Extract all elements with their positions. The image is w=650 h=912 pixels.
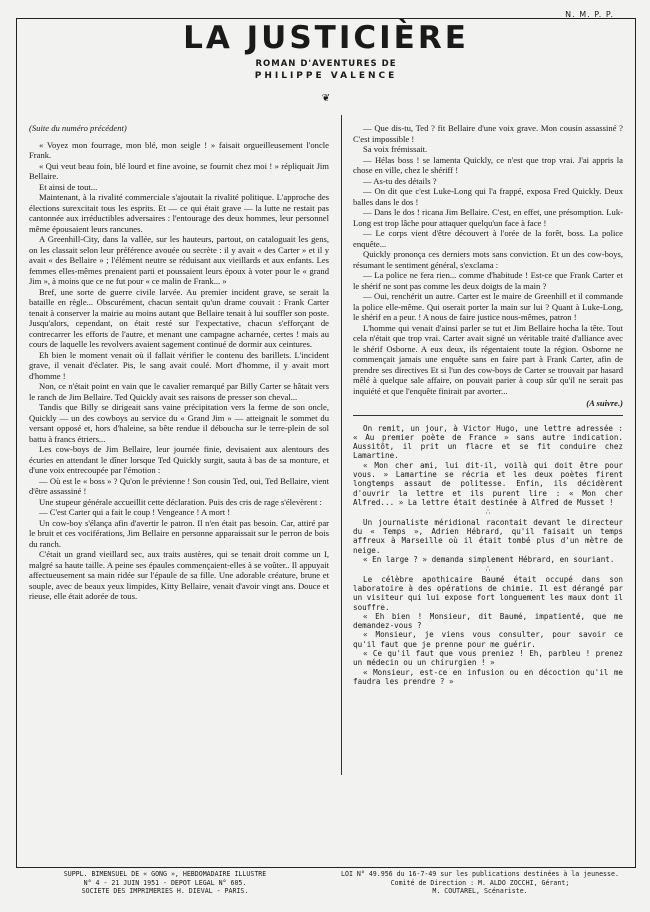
anecdote-paragraph: « En large ? » demanda simplement Hébrard, en souriant. xyxy=(363,554,615,564)
separator-icon: ∴ xyxy=(485,565,491,574)
ornament-icon: ❦ xyxy=(321,93,331,104)
paragraph: — Oui, renchérit un autre. Carter est le maire de Greenhill et il commande la police elle-même. Qui oserait porter la main sur lui ? Quant à Luke-Long, le shérif en a peur. ! A nous de faire justice nous-mêmes, patron ! xyxy=(353,291,623,322)
author: PHILIPPE VALENCE xyxy=(254,71,398,81)
paragraph: Tandis que Billy se dirigeait sans vaine précipitation vers la ferme de son oncle, Quickly — un des cowboys au service du « Grand Jim » — atteignait le sommet du versant opposé et, hors d'haleine, sa bête rendue il déboucha sur le terre-plein de sol battu à francs étriers... xyxy=(29,402,329,444)
footer-line: SOCIETE DES IMPRIMERIES H. DIEVAL - PARIS. xyxy=(81,887,249,896)
footer-line: N° 4 - 21 JUIN 1951 - DEPOT LEGAL N° 605. xyxy=(83,878,247,887)
paragraph: C'était un grand vieillard sec, aux traits austères, qui se tenait droit comme un I, malgré sa haute taille. A peine ses épaules commençaient-elles à se voûter.. Il appuyait affectueusement sa main ridée sur l'épaule de sa fille. Une adorable créature, brune et souple, avec de beaux yeux limpides, Kitty Bellaire, venait d'avoir vingt ans. Douce et rieuse, elle était adorée de tous. xyxy=(29,549,329,601)
paragraph: — As-tu des détails ? xyxy=(363,175,437,186)
subtitle: ROMAN D'AVENTURES DE xyxy=(255,59,397,69)
continued-note: (Suite du numéro précédent) xyxy=(29,123,127,133)
right-column xyxy=(353,123,623,686)
paragraph: Quickly prononça ces derniers mots sans conviction. Et un des cow-boys, résumant le sentiment général, s'exclama : xyxy=(353,249,623,270)
paragraph: — Dans le dos ! ricana Jim Bellaire. C'est, en effet, une présomption. Luk-Long est trop lâche pour attaquer quelqu'un face à face ! xyxy=(353,207,623,228)
footer-legal-info xyxy=(330,870,630,896)
paragraph: Les cow-boys de Jim Bellaire, leur journée finie, devisaient aux alentours des écuries en attendant le dîner lorsque Ted Quickly surgit, sauta à bas de sa monture, et d'une voix entrecoupée par l'émotion : xyxy=(29,444,329,475)
left-column xyxy=(29,123,329,602)
paragraph: — Que dis-tu, Ted ? fit Bellaire d'une voix grave. Mon cousin assassiné ? C'est impossible ! xyxy=(353,123,623,144)
footer-line: M. COUTAREL, Scénariste. xyxy=(432,887,528,896)
anecdote-paragraph: « Eh bien ! Monsieur, dit Baumé, impatienté, que me demandez-vous ? xyxy=(353,611,623,631)
anecdote-baume xyxy=(353,575,623,687)
paragraph: Non, ce n'était point en vain que le cavalier remarqué par Billy Carter se hâtait vers le ranch de Jim Bellaire. Ted Quickly avait ses raisons de presser son cheval... xyxy=(29,381,329,402)
paragraph: Une stupeur générale accueillit cette déclaration. Puis des cris de rage s'élevèrent : xyxy=(39,496,322,507)
separator-icon: ∴ xyxy=(485,508,491,517)
paragraph: « Voyez mon fourrage, mon blé, mon seigle ! » faisait orgueilleusement l'oncle Frank. xyxy=(29,139,329,160)
paragraph: Un cow-boy s'élança afin d'avertir le patron. Il n'en était pas besoin. Car, attiré par le bruit et ces vociférations, Jim Bellaire en personne apparaissait sur le perron de bois du ranch. xyxy=(29,517,329,549)
paragraph: — La police ne fera rien... comme d'habitude ! Est-ce que Frank Carter et le shérif ne sont pas comme les deux doigts de la main ? xyxy=(353,270,623,291)
to-be-continued: (A suivre.) xyxy=(586,398,623,408)
anecdote-paragraph: « Mon cher ami, lui dit-il, voilà qui doit être pour vous. » Lamartine se récria et les deux poètes firent longtemps assaut de politesse. Enfin, ils décidèrent d'ouvrir la lettre et ils purent lire : « Mon cher Alfred... » La lettre était destinée à Alfred de Musset ! xyxy=(353,460,623,507)
paragraph: A Greenhill-City, dans la vallée, sur les hauteurs, partout, on cataloguait les gens, on les classait selon leur préférence avouée ou secrète : il y avait « des Carter » et il y avait « des Bellaire » ; l'élément neutre se réduisant aux vieillards et aux enfants. Les femmes elles-mêmes prenaient parti et poussaient leurs époux à voter pour le « grand Jim », à moins que ce ne fut pour « ce malin de Frank... » xyxy=(29,234,329,286)
anecdote-hebrard xyxy=(353,518,623,564)
anecdote-paragraph: « Monsieur, je viens vous consulter, pour savoir ce qu'il faut que je prenne pour me guérir. xyxy=(353,630,623,649)
paragraph: Eh bien le moment venait où il fallait vérifier le contenu des barillets. L'incident grave, il venait d'éclater. Pis, le sang avait coulé. Mort d'homme, il y avait mort d'homme ! xyxy=(29,349,329,381)
paragraph: — On dit que c'est Luke-Long qui l'a frappé, exposa Fred Quickly. Deux balles dans le dos ! xyxy=(353,186,623,207)
paragraph: — Où est le « boss » ? Qu'on le prévienne ! Son cousin Ted, oui, Ted Bellaire, vient d'être assassiné ! xyxy=(29,475,329,496)
anecdote-paragraph: Le célèbre apothicaire Baumé était occupé dans son laboratoire à des opérations de chimie. Il est dérangé par un visiteur qui lui expose fort longuement les maux dont il souffre. xyxy=(353,574,623,612)
paragraph: Bref, une sorte de guerre civile larvée. Au premier incident grave, se serait la bataille en règle... Obscurément, chacun sentait qu'un drame couvait : Frank Carter tenait à conserver la mairie au moins autant que Bellaire tenait à lui souffler son poste. Jusqu'alors, cependant, on était resté sur l'expectative, chacun s'efforçant de contrecarrer les efforts de l'autre, et menant une campagne acharnée, certes ! mais au cours de laquelle les revolvers avaient sagement continué de dormir aux ceintures. xyxy=(29,286,329,349)
paragraph: L'homme qui venait d'ainsi parler se tut et Jim Bellaire hocha la tête. Tout cela n'était que trop vrai. Carter avait signé un véritable traité d'alliance avec le shérif Osborne. A eux deux, ils régentaient toute la région. Osborne ne commençait jamais une enquête sans en faire part à Frank Carter, afin de prendre ses directives Et si l'un des cow-boys de Carter se trouvait par hasard mêlé à quelque sale affaire, on pouvait parier à coup sûr qu'il ne serait pas inquiété et que l'enquête finirait par avorter... xyxy=(353,322,623,396)
distributor-code: N. M. P. P. xyxy=(565,10,614,19)
paragraph: Maintenant, à la rivalité commerciale s'ajoutait la rivalité politique. L'approche des élections surexcitait tous les esprits. Et — ce qui était grave — la lutte ne restait pas cantonnée aux irréductibles adversaires : l'entourage des deux hommes, leur personnel même épousaient leurs rancunes. xyxy=(29,192,329,234)
footer-line: LOI N° 49.956 du 16-7-49 sur les publications destinées à la jeunesse. xyxy=(341,870,619,878)
paragraph: Et ainsi de tout... xyxy=(39,181,98,192)
anecdote-paragraph: « Monsieur, est-ce en infusion ou en décoction qu'il me faudra les prendre ? » xyxy=(353,667,623,686)
anecdote-paragraph: On remit, un jour, à Victor Hugo, une lettre adressée : « Au premier poète de France » sans autre indication. Aussitôt, il prit un flacre et se fit conduire chez Lamartine. xyxy=(353,423,623,461)
anecdote-hugo xyxy=(353,424,623,508)
anecdote-paragraph: « Ce qu'il faut que vous preniez ! Eh, parbleu ! prenez un médecin ou un chirurgien ! » xyxy=(353,649,623,668)
footer-publication-info xyxy=(30,870,300,896)
column-divider xyxy=(341,115,342,775)
page-frame xyxy=(16,18,636,868)
page-title: LA JUSTICIÈRE xyxy=(183,20,469,56)
section-divider xyxy=(353,415,623,416)
paragraph: — C'est Carter qui a fait le coup ! Vengeance ! A mort ! xyxy=(39,507,231,517)
paragraph: — Le corps vient d'être découvert à l'orée de la forêt, boss. La police enquête... xyxy=(353,228,623,249)
paragraph: — Hélas boss ! se lamenta Quickly, ce n'est que trop vrai. J'ai appris la chose en ville, chez le shériff ! xyxy=(353,154,623,175)
paragraph: Sa voix frémissait. xyxy=(363,144,428,154)
anecdote-paragraph: Un journaliste méridional racontait devant le directeur du « Temps », Adrien Hébrard, qu'il faisait un temps affreux à Marseille où il était tombé plus d'un mètre de neige. xyxy=(353,517,623,555)
footer-line: Comité de Direction : M. ALDO ZOCCHI, Gérant; xyxy=(390,878,570,887)
footer-line: SUPPL. BIMENSUEL DE « GONG », HEBDOMADAIRE ILLUSTRE xyxy=(63,870,267,878)
paragraph: « Qui veut beau foin, blé lourd et fine avoine, se fournit chez moi ! » répliquait Jim Bellaire. xyxy=(29,160,329,181)
